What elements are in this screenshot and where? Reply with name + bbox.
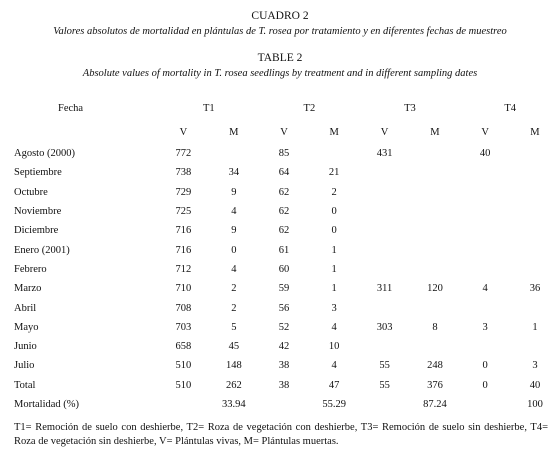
- table-cell: 716: [175, 244, 192, 256]
- cuadro-title: CUADRO 2: [251, 10, 309, 22]
- group-header-t3: T3: [404, 102, 416, 114]
- table-cell: 21: [328, 167, 340, 179]
- fecha-header: Fecha: [58, 102, 84, 114]
- table-cell: 1: [331, 283, 337, 295]
- table-row: [14, 202, 560, 221]
- table-cell: [360, 260, 410, 279]
- table-row: [14, 183, 560, 202]
- row-label: Febrero: [14, 263, 47, 275]
- table-cell: 56: [278, 302, 290, 314]
- table-row: [14, 221, 560, 240]
- table-cell: 60: [278, 263, 290, 275]
- table-row: [14, 337, 560, 356]
- row-label: Abril: [14, 302, 37, 314]
- table-cell: 40: [479, 148, 491, 160]
- table-cell: 52: [278, 321, 290, 333]
- table-cell: 3: [532, 360, 538, 372]
- row-label: Julio: [14, 360, 35, 372]
- table-cell: 55: [379, 379, 390, 391]
- table-cell: 510: [175, 379, 192, 391]
- table-cell: [410, 183, 461, 202]
- subheader-cell: M: [430, 126, 440, 138]
- table-cell: 9: [231, 225, 237, 237]
- table-cell: [410, 298, 461, 317]
- subheader-cell: V: [481, 126, 489, 138]
- table-cell: [309, 144, 360, 163]
- table-cell: 725: [175, 206, 192, 218]
- row-label: Agosto (2000): [14, 148, 75, 160]
- table-cell: [208, 144, 259, 163]
- table-title: TABLE 2: [257, 52, 303, 64]
- table-cell: 712: [175, 263, 192, 275]
- table-cell: 42: [278, 341, 290, 353]
- table-subtitle: Absolute values of mortality in T. rosea seedlings by treatment and in different sampling dates: [82, 68, 478, 79]
- table-cell: 64: [278, 167, 290, 179]
- table-cell: [360, 202, 410, 221]
- row-label: Diciembre: [14, 225, 59, 237]
- table-cell: [360, 183, 410, 202]
- subheader-cell: M: [329, 126, 339, 138]
- table-cell: [460, 221, 510, 240]
- table-cell: 4: [231, 263, 237, 275]
- table-cell: 1: [331, 244, 337, 256]
- table-cell: 10: [328, 341, 340, 353]
- table-cell: 3: [331, 302, 337, 314]
- table-cell: 2: [331, 186, 337, 198]
- table-cell: 2: [231, 302, 237, 314]
- row-label: Enero (2001): [14, 244, 70, 256]
- group-header-row: [14, 96, 560, 120]
- table-cell: 4: [231, 206, 237, 218]
- table-cell: 0: [482, 360, 488, 372]
- table-cell: [410, 240, 461, 259]
- row-label: Marzo: [14, 283, 42, 295]
- table-cell: 8: [432, 321, 438, 333]
- table-cell: [460, 240, 510, 259]
- cuadro-subtitle: Valores absolutos de mortalidad en plántulas de T. rosea por tratamiento y en diferentes fechas de muestreo: [53, 26, 507, 37]
- table-cell: [460, 202, 510, 221]
- table-cell: 2: [231, 283, 237, 295]
- table-row: [14, 260, 560, 279]
- table-cell: [360, 337, 410, 356]
- table-cell: 658: [175, 341, 192, 353]
- table-cell: 45: [228, 341, 240, 353]
- table-cell: [510, 202, 560, 221]
- table-cell: 85: [278, 148, 290, 160]
- subheader-blank: [14, 120, 158, 144]
- table-cell: 772: [175, 148, 192, 160]
- table-cell: 248: [427, 360, 443, 372]
- table-cell: 1: [331, 263, 337, 275]
- table-cell: [460, 395, 510, 414]
- table-cell: 3: [482, 321, 488, 333]
- row-label: Total: [14, 379, 36, 391]
- table-cell: [460, 163, 510, 182]
- row-label: Junio: [14, 341, 37, 353]
- table-cell: 0: [331, 225, 337, 237]
- table-cell: [158, 395, 208, 414]
- table-row: [14, 144, 560, 163]
- table-cell: [460, 337, 510, 356]
- table-cell: 510: [175, 360, 192, 372]
- table-cell: 1: [532, 321, 538, 333]
- table-cell: 738: [175, 167, 192, 179]
- table-cell: 55.29: [322, 399, 346, 410]
- table-cell: 33.94: [222, 399, 246, 410]
- table-cell: 708: [175, 302, 192, 314]
- table-cell: [510, 260, 560, 279]
- table-cell: [510, 298, 560, 317]
- table-cell: 38: [278, 360, 290, 372]
- table-cell: 55: [379, 360, 390, 372]
- subheader-cell: V: [280, 126, 288, 138]
- table-cell: [410, 163, 461, 182]
- table-cell: [510, 144, 560, 163]
- table-cell: 59: [278, 283, 290, 295]
- table-cell: [460, 298, 510, 317]
- table-cell: 0: [231, 244, 237, 256]
- table-cell: 303: [376, 321, 393, 333]
- row-label: Septiembre: [14, 167, 62, 179]
- table-cell: 100: [527, 399, 543, 410]
- table-row: [14, 395, 560, 414]
- table-cell: [410, 144, 461, 163]
- table-cell: [510, 221, 560, 240]
- group-header-t1: T1: [202, 102, 215, 114]
- table-cell: 729: [175, 186, 192, 198]
- table-cell: 376: [427, 379, 443, 391]
- table-cell: [360, 395, 410, 414]
- table-cell: 47: [328, 379, 340, 391]
- table-cell: [460, 183, 510, 202]
- table-cell: 0: [331, 206, 337, 218]
- table-cell: 120: [427, 283, 443, 295]
- group-header-t4: T4: [504, 102, 517, 114]
- table-row: [14, 356, 560, 375]
- table-cell: [510, 337, 560, 356]
- table-cell: 9: [231, 186, 237, 198]
- table-cell: 61: [278, 244, 290, 256]
- subheader-cell: V: [380, 126, 389, 138]
- table-cell: 62: [278, 206, 290, 218]
- table-cell: [410, 221, 461, 240]
- table-cell: [410, 202, 461, 221]
- table-cell: 87.24: [423, 399, 447, 410]
- table-cell: [510, 240, 560, 259]
- table-cell: 38: [278, 379, 290, 391]
- table-cell: [510, 183, 560, 202]
- subheader-row: [14, 120, 560, 144]
- table-cell: [259, 395, 309, 414]
- table-cell: [410, 260, 461, 279]
- table-row: [14, 240, 560, 259]
- table-cell: 4: [331, 360, 337, 372]
- table-cell: 36: [529, 283, 541, 295]
- table-cell: 4: [331, 321, 337, 333]
- table-cell: [510, 163, 560, 182]
- row-label: Octubre: [14, 186, 48, 198]
- subheader-cell: M: [530, 126, 540, 138]
- table-cell: 0: [482, 379, 488, 391]
- table-cell: 34: [228, 167, 240, 179]
- table-cell: 40: [529, 379, 541, 391]
- row-label: Noviembre: [14, 206, 62, 218]
- table-cell: 710: [175, 283, 192, 295]
- table-row: [14, 163, 560, 182]
- row-label: Mortalidad (%): [14, 399, 80, 410]
- table-cell: 716: [175, 225, 192, 237]
- row-label: Mayo: [14, 321, 39, 333]
- table-cell: [360, 221, 410, 240]
- table-cell: 4: [482, 283, 488, 295]
- table-row: [14, 279, 560, 298]
- subheader-cell: V: [179, 126, 188, 138]
- table-cell: 62: [278, 186, 290, 198]
- table-row: [14, 318, 560, 337]
- table-cell: [360, 163, 410, 182]
- subheader-cell: M: [229, 126, 239, 138]
- table-cell: [360, 240, 410, 259]
- footnote: T1= Remoción de suelo con deshierbe, T2= Roza de vegetación con deshierbe, T3= Remoción de suelo sin deshierbe, T4= Roza de vegetación sin deshierbe, V= Plántulas vivas, M= Plántulas muertas.: [14, 422, 548, 447]
- table-cell: 5: [231, 321, 237, 333]
- table-row: [14, 376, 560, 395]
- table-cell: [460, 260, 510, 279]
- table-cell: 703: [175, 321, 192, 333]
- table-cell: [410, 337, 461, 356]
- table-cell: 311: [376, 283, 393, 295]
- table-cell: [360, 298, 410, 317]
- group-header-t2: T2: [303, 102, 316, 114]
- mortality-table: [14, 96, 560, 414]
- table-cell: 431: [376, 148, 393, 160]
- table-cell: 62: [278, 225, 290, 237]
- table-cell: 148: [225, 360, 242, 372]
- table-row: [14, 298, 560, 317]
- table-cell: 262: [225, 379, 242, 391]
